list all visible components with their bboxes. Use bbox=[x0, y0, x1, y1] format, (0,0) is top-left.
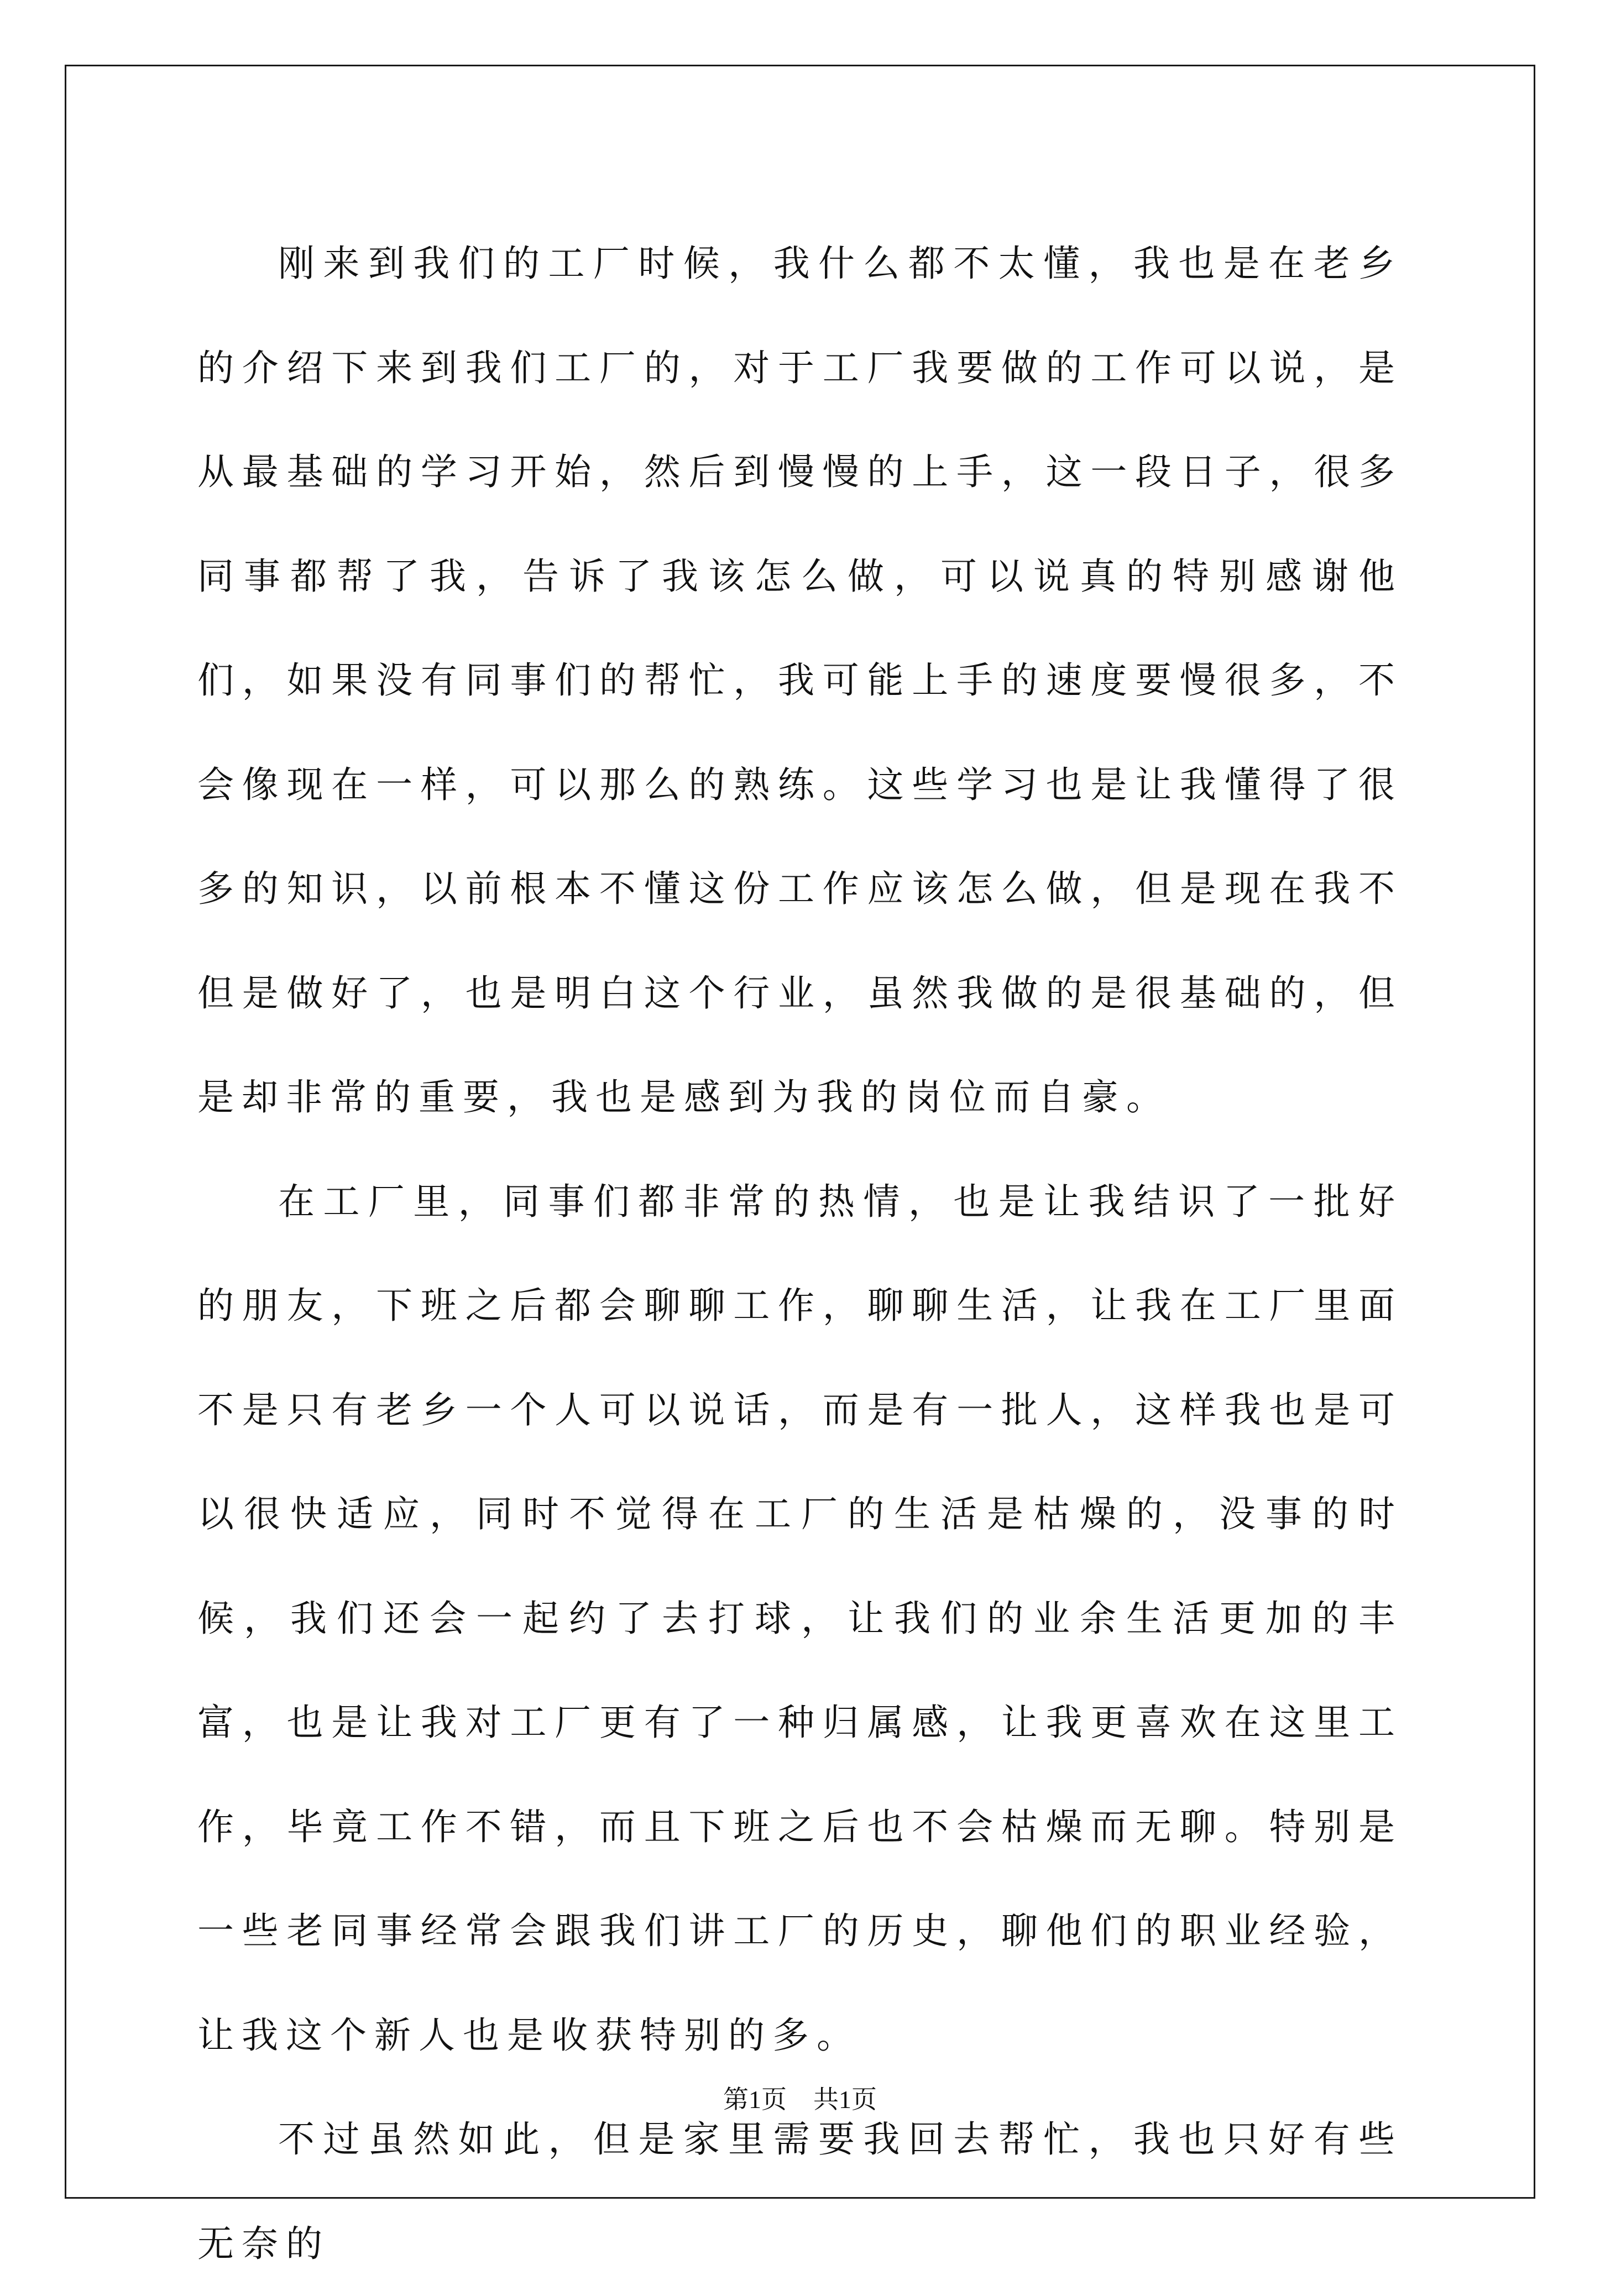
page-number-total: 共1页 bbox=[813, 2085, 877, 2114]
page-footer bbox=[0, 2084, 1600, 2115]
page-number-current: 第1页 bbox=[723, 2085, 787, 2114]
paragraph-3: 不过虽然如此，但是家里需要我回去帮忙，我也只好有些无奈的 bbox=[197, 2118, 1403, 2265]
document-body bbox=[197, 212, 1403, 2296]
paragraph-2: 在工厂里，同事们都非常的热情，也是让我结识了一批好的朋友，下班之后都会聊聊工作，聊聊生活，让我在工厂里面不是只有老乡一个人可以说话，而是有一批人，这样我也是可以很快适应，同时不觉得在工厂的生活是枯燥的，没事的时候，我们还会一起约了去打球，让我们的业余生活更加的丰富，也是让我对工厂更有了一种归属感，让我更喜欢在这里工作，毕竟工作不错，而且下班之后也不会枯燥而无聊。特别是一些老同事经常会跟我们讲工厂的历史，聊他们的职业经验，让我这个新人也是收获特别的多。 bbox=[197, 1180, 1403, 2057]
paragraph-1: 刚来到我们的工厂时候，我什么都不太懂，我也是在老乡的介绍下来到我们工厂的，对于工厂我要做的工作可以说，是从最基础的学习开始，然后到慢慢的上手，这一段日子，很多同事都帮了我，告诉了我该怎么做，可以说真的特别感谢他们，如果没有同事们的帮忙，我可能上手的速度要慢很多，不会像现在一样，可以那么的熟练。这些学习也是让我懂得了很多的知识，以前根本不懂这份工作应该怎么做，但是现在我不但是做好了，也是明白这个行业，虽然我做的是很基础的，但是却非常的重要，我也是感到为我的岗位而自豪。 bbox=[197, 242, 1403, 1118]
